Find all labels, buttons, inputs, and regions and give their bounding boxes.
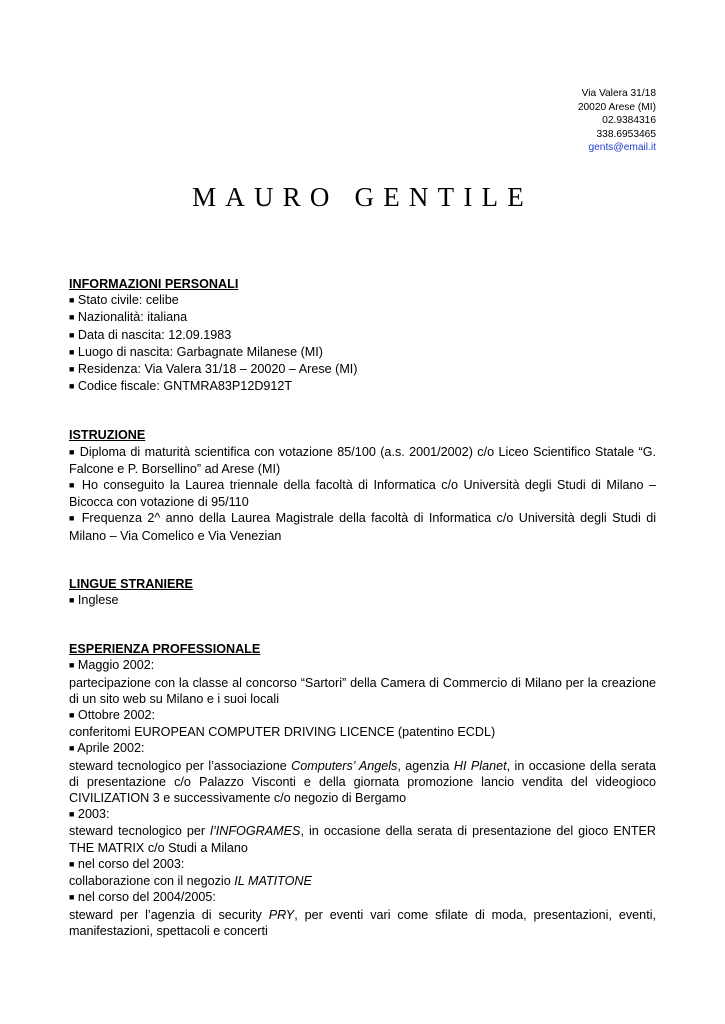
list-item (69, 889, 656, 906)
list-item (69, 292, 656, 309)
section (69, 641, 656, 939)
cv-body (69, 276, 656, 971)
section-title: ESPERIENZA PROFESSIONALE (69, 642, 261, 657)
list-item (69, 444, 656, 477)
square-bullet-icon: ■ (69, 480, 77, 491)
item-description: conferitomi EUROPEAN COMPUTER DRIVING LICENCE (patentino ECDL) (69, 725, 496, 740)
item-description: steward tecnologico per l’INFOGRAMES, in occasione della serata di presentazione del gioco ENTER THE MATRIX c/o Studi a Milano (69, 824, 657, 855)
square-bullet-icon: ■ (69, 858, 75, 869)
contact-city: 20020 Arese (MI) (577, 101, 656, 113)
list-item-text: Inglese (74, 593, 119, 608)
section (69, 276, 656, 395)
list-item-text: Diploma di maturità scientifica con votazione 85/100 (a.s. 2001/2002) c/o Liceo Scientifico Statale “G. Falcone e P. Borsellino” ad Arese (MI) (69, 444, 656, 476)
square-bullet-icon: ■ (69, 595, 75, 606)
list-item (69, 477, 656, 510)
list-item-text: Maggio 2002: (74, 658, 155, 673)
list-item (69, 361, 656, 378)
list-item (69, 856, 656, 873)
list-item (69, 327, 656, 344)
contact-phone: 02.9384316 (602, 115, 656, 127)
list-item (69, 707, 656, 724)
square-bullet-icon: ■ (69, 381, 75, 392)
item-description: steward per l’agenzia di security PRY, per eventi vari come sfilate di moda, presentazioni, eventi, manifestazioni, spettacoli e concerti (69, 907, 656, 938)
square-bullet-icon: ■ (69, 660, 75, 671)
square-bullet-icon: ■ (69, 295, 75, 306)
square-bullet-icon: ■ (69, 364, 75, 375)
square-bullet-icon: ■ (69, 346, 75, 357)
square-bullet-icon: ■ (69, 710, 75, 721)
section-title: LINGUE STRANIERE (69, 576, 193, 591)
square-bullet-icon: ■ (69, 312, 75, 323)
item-description: partecipazione con la classe al concorso “Sartori” della Camera di Commercio di Milano per la creazione di un sito web su Milano e i suoi locali (69, 675, 656, 706)
list-item (69, 309, 656, 326)
list-item-text: Stato civile: celibe (74, 293, 179, 308)
list-item (69, 510, 656, 543)
contact-email-link[interactable]: gents@email.it (588, 142, 656, 154)
list-item-text: Ho conseguito la Laurea triennale della facoltà di Informatica c/o Università degli Studi di Milano – Bicocca con votazione di 95/110 (69, 478, 656, 510)
section-title: INFORMAZIONI PERSONALI (69, 277, 239, 291)
contact-block (578, 87, 656, 155)
candidate-name: MAURO GENTILE (192, 182, 533, 212)
list-item (69, 592, 656, 609)
square-bullet-icon: ■ (69, 892, 75, 903)
list-item-text: Aprile 2002: (74, 741, 145, 756)
list-item-text: Frequenza 2^ anno della Laurea Magistrale della facoltà di Informatica c/o Università degli Studi di Milano – Via Comelico e Via Venezian (69, 511, 657, 543)
list-item-text: Luogo di nascita: Garbagnate Milanese (MI) (74, 344, 323, 359)
section-title: ISTRUZIONE (69, 428, 146, 443)
list-item-text: Data di nascita: 12.09.1983 (74, 327, 232, 342)
list-item (69, 657, 656, 674)
list-item-text: Residenza: Via Valera 31/18 – 20020 – Arese (MI) (74, 362, 358, 377)
contact-street: Via Valera 31/18 (581, 88, 656, 99)
list-item (69, 378, 656, 395)
square-bullet-icon: ■ (69, 809, 75, 820)
square-bullet-icon: ■ (69, 329, 75, 340)
section (69, 427, 656, 543)
list-item (69, 740, 656, 757)
contact-mobile: 338.6953465 (596, 128, 656, 140)
item-description: collaborazione con il negozio IL MATITONE (69, 874, 312, 889)
list-item-text: Ottobre 2002: (74, 708, 155, 723)
list-item (69, 344, 656, 361)
item-description: steward tecnologico per l’associazione Computers’ Angels, agenzia HI Planet, in occasione della serata di presentazione c/o Palazzo Visconti e della giornata promozione lancio vendita del videogioco CIVILIZATION 3 e successivamente c/o negozio di Bergamo (69, 758, 656, 806)
list-item-text: Codice fiscale: GNTMRA83P12D912T (74, 379, 293, 394)
list-item-text: nel corso del 2004/2005: (74, 890, 216, 905)
list-item-text: Nazionalità: italiana (74, 310, 188, 325)
list-item (69, 806, 656, 823)
square-bullet-icon: ■ (69, 743, 75, 754)
list-item-text: nel corso del 2003: (74, 856, 185, 871)
list-item-text: 2003: (74, 807, 110, 822)
square-bullet-icon: ■ (69, 513, 77, 524)
section (69, 576, 656, 609)
square-bullet-icon: ■ (69, 446, 76, 457)
